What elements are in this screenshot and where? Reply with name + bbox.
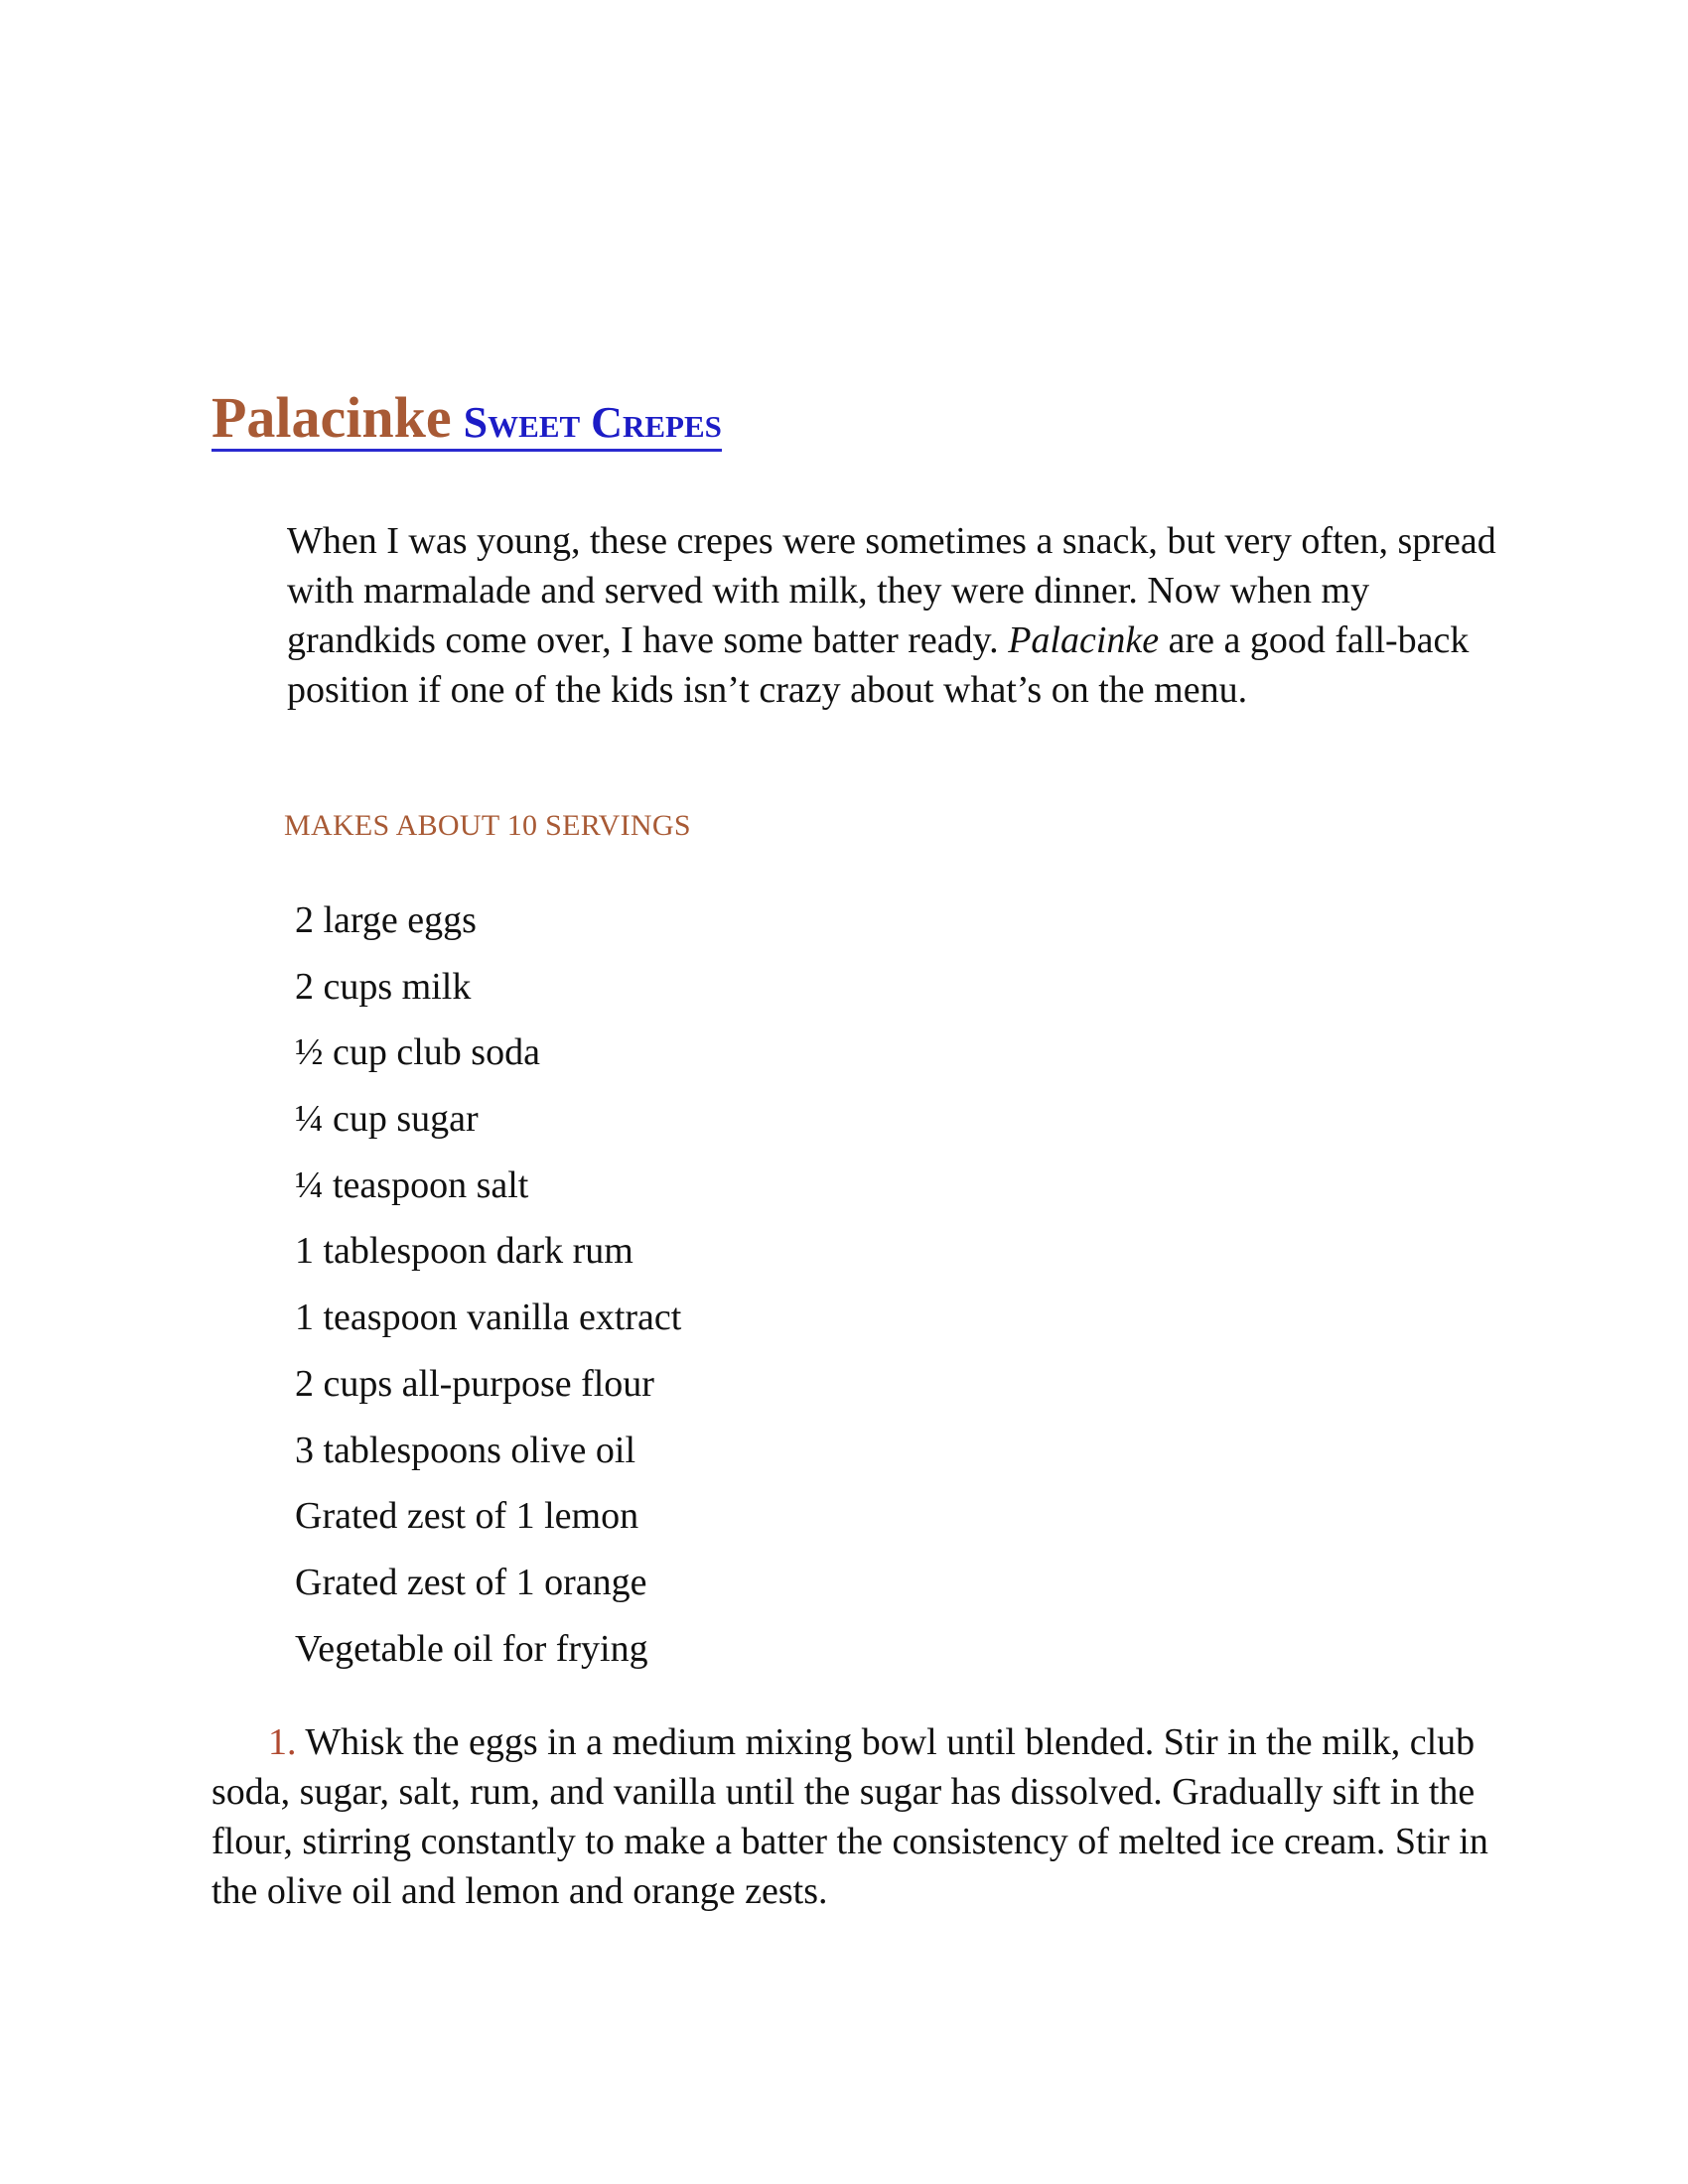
ingredient-item: 2 cups milk <box>295 965 472 1008</box>
ingredient-item: Vegetable oil for frying <box>295 1627 648 1670</box>
ingredient-item: ¼ cup sugar <box>295 1098 479 1141</box>
recipe-title <box>211 385 722 452</box>
recipe-intro <box>287 516 1508 715</box>
recipe-title-subtitle: Sweet Crepes <box>463 398 722 447</box>
recipe-yield: MAKES ABOUT 10 SERVINGS <box>284 809 691 842</box>
intro-text-end: are a good fall-back position if one of the kids isn’t crazy about what’s on the menu. <box>287 619 1470 711</box>
ingredient-item: ¼ teaspoon salt <box>295 1163 529 1206</box>
recipe-title-main: Palacinke <box>211 385 452 450</box>
ingredient-item: Grated zest of 1 orange <box>295 1561 647 1603</box>
ingredient-item: 2 cups all-purpose flour <box>295 1362 654 1405</box>
ingredient-list <box>295 893 681 1688</box>
ingredient-item: 2 large eggs <box>295 899 477 941</box>
ingredient-item: 1 teaspoon vanilla extract <box>295 1297 682 1339</box>
ingredient-item: 3 tablespoons olive oil <box>295 1429 636 1471</box>
instruction-step <box>211 1717 1492 1916</box>
step-number: 1. <box>268 1721 297 1763</box>
ingredient-item: Grated zest of 1 lemon <box>295 1495 639 1538</box>
step-text: Whisk the eggs in a medium mixing bowl until blended. Stir in the milk, club soda, sugar, salt, rum, and vanilla until the sugar has dissolved. Gradually sift in the flour, stirring constantly to make a batter the consistency of melted ice cream. Stir in the olive oil and lemon and orange zests. <box>211 1721 1488 1912</box>
intro-text-start: When I was young, these crepes were sometimes a snack, but very often, spread with marmalade and served with milk, they were dinner. Now when my grandkids come over, I have some batter ready. <box>287 520 1496 661</box>
intro-italic-term: Palacinke <box>1008 619 1160 661</box>
ingredient-item: 1 tablespoon dark rum <box>295 1230 633 1273</box>
ingredient-item: ½ cup club soda <box>295 1031 540 1074</box>
